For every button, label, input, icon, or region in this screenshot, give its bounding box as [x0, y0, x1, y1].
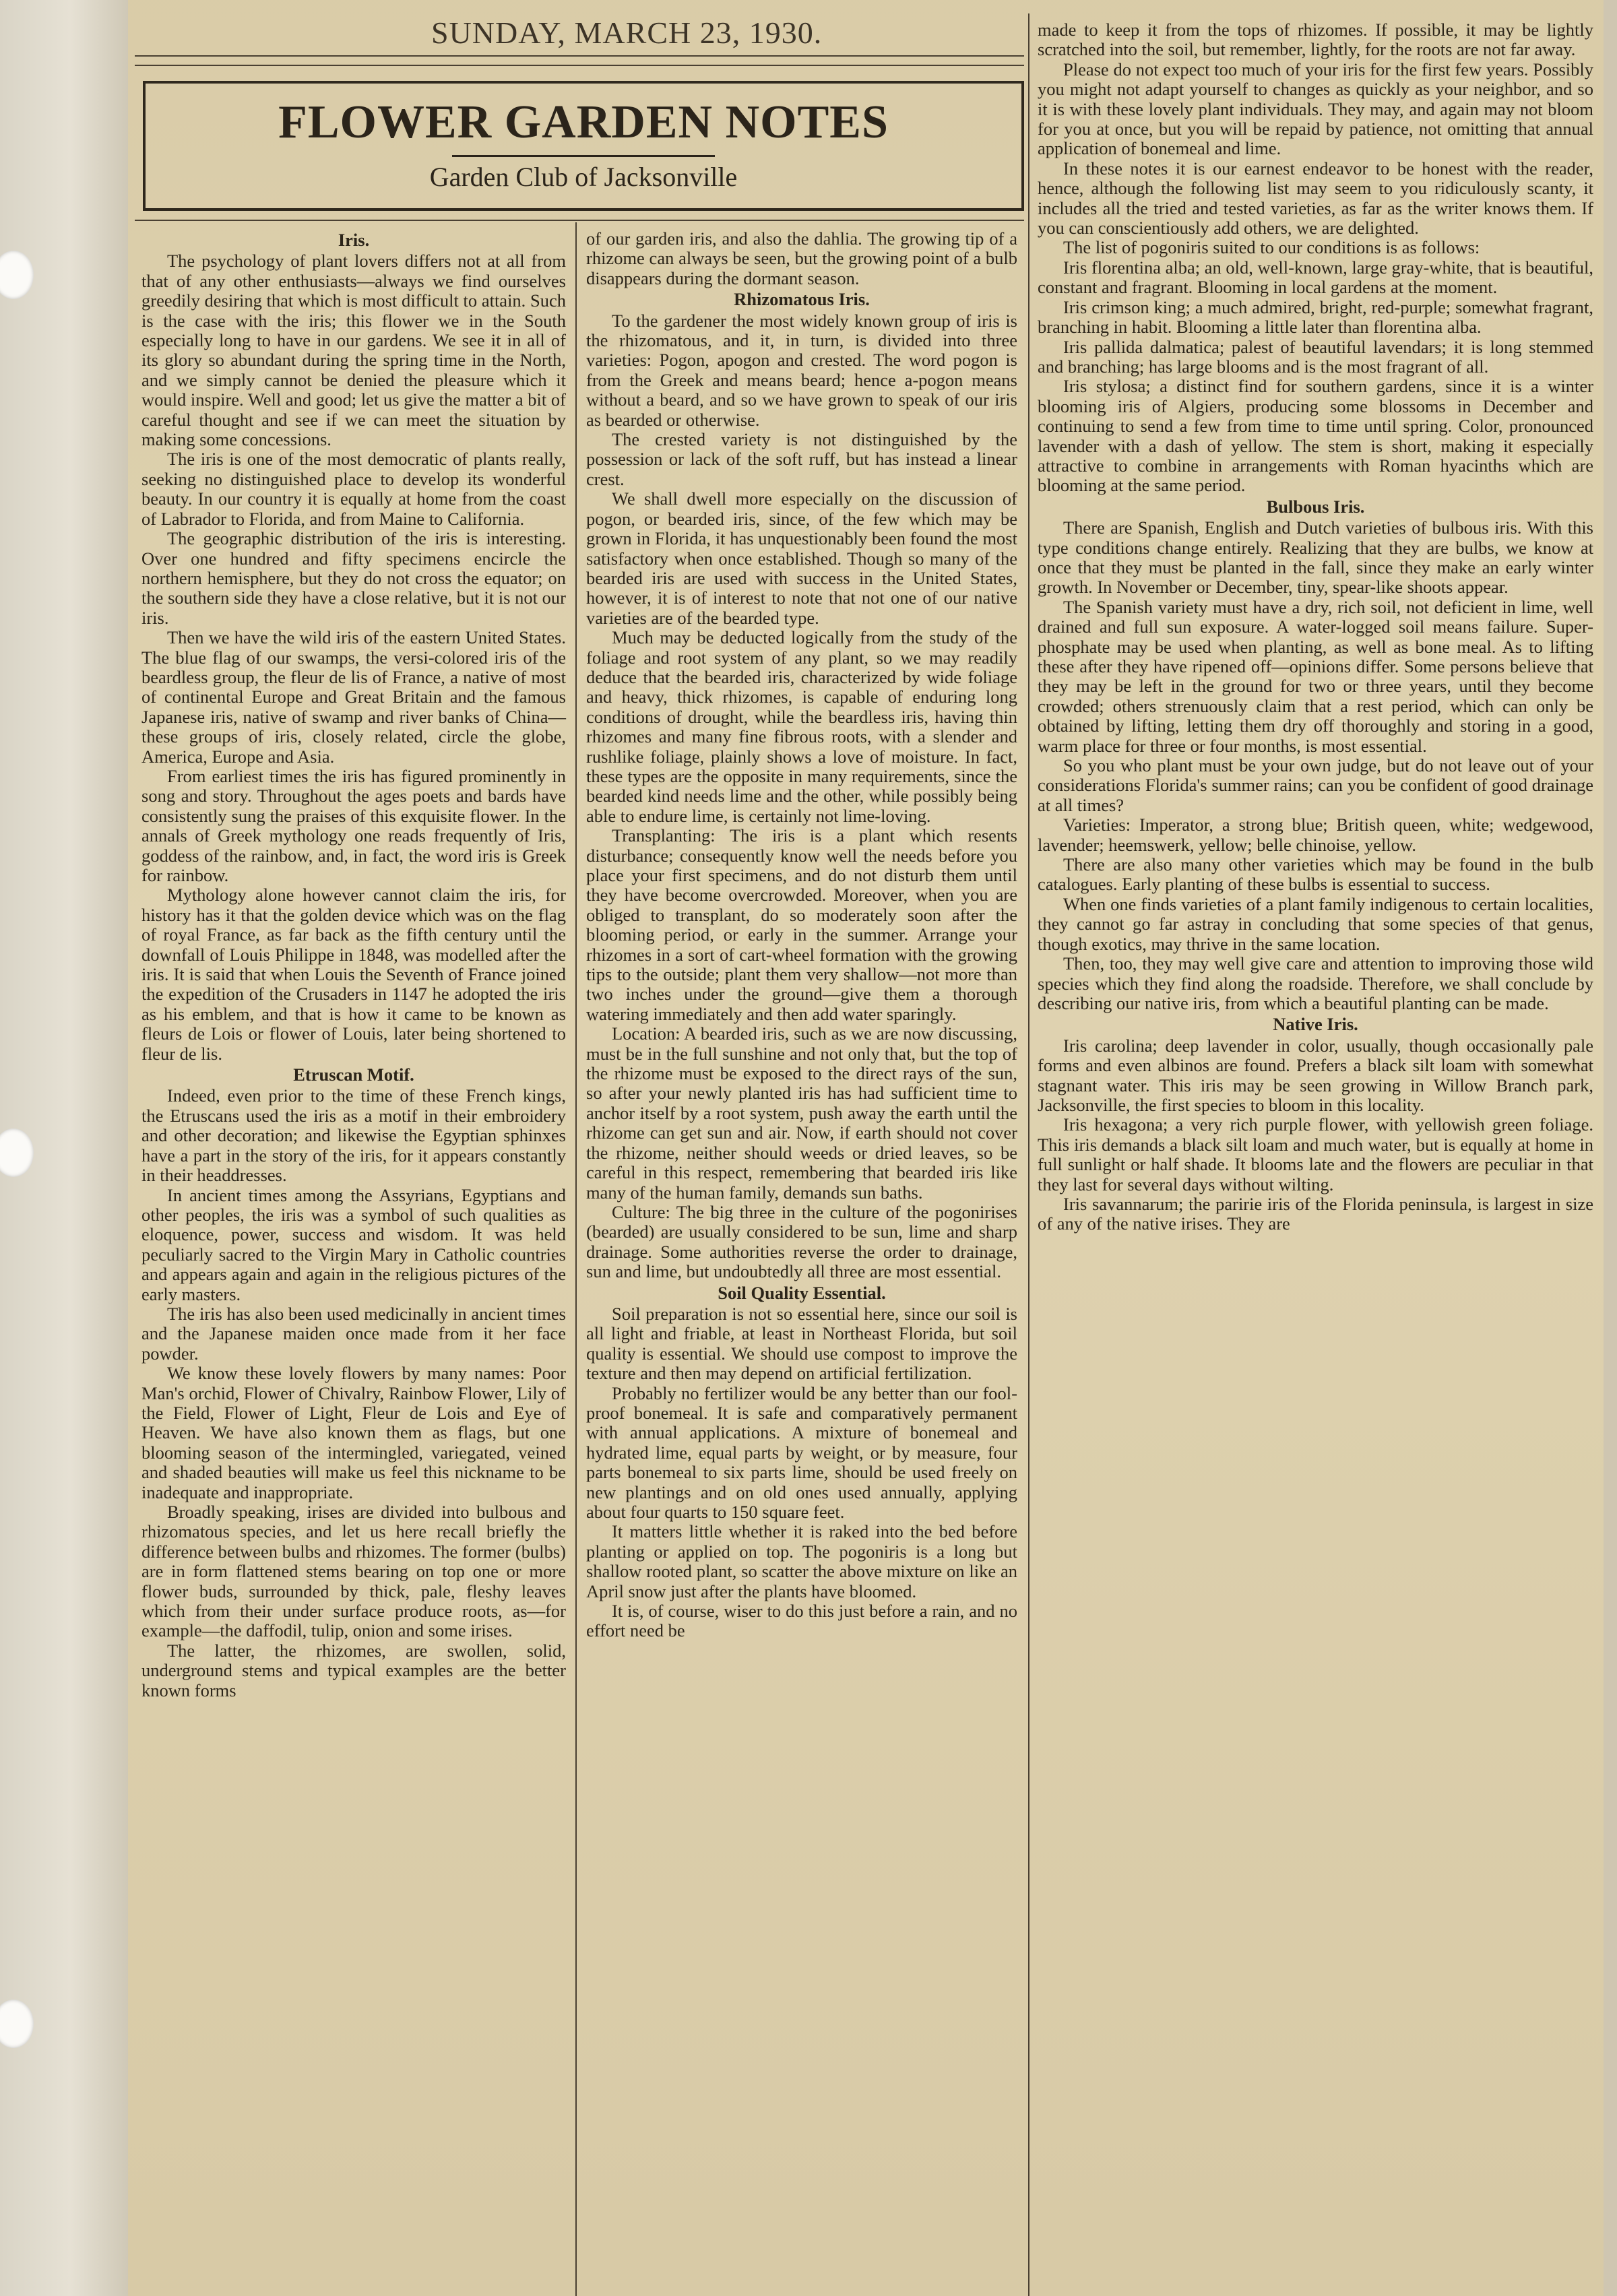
article-paragraph: In these notes it is our earnest endeavor to be honest with the reader, hence, although the following list may seem to you ridiculously scanty, it includes all the tried and tested varieties, as far as the writer knows them. If you can conscientiously add others, we are delighted.: [1038, 158, 1593, 238]
article-paragraph: Iris stylosa; a distinct find for southern gardens, since it is a winter blooming iris of Algiers, producing some blossoms in December and continuing to send a few from time to time until spring. Color, pronounced lavender with a dash of yellow. The stem is short, making it especially attractive to combine in arrangements with Roman hyacinths which are blooming at the same period.: [1038, 376, 1593, 496]
dateline: SUNDAY, MARCH 23, 1930.: [431, 15, 823, 50]
article-paragraph: There are also many other varieties which may be found in the bulb catalogues. Early planting of these bulbs is essential to success.: [1038, 854, 1593, 895]
punch-hole: [0, 251, 34, 299]
article-paragraph: We know these lovely flowers by many names: Poor Man's orchid, Flower of Chivalry, Rainbow Flower, Lily of the Field, Flower of Light, Fleur de Lois and Eye of Heaven. We have also known them as flags, but one blooming season of the intermingled, variegated, veined and shaded beauties will make us feel this nickname to be inadequate and inappropriate.: [141, 1363, 566, 1502]
article-paragraph: To the gardener the most widely known group of iris is the rhizomatous, and it, in turn, is divided into three varieties: Pogon, apogon and crested. The word pogon is from the Greek and means beard; hence a-pogon means without a beard, and so we have grown to speak of our iris as bearded or otherwise.: [586, 310, 1017, 430]
newspaper-clipping: [128, 0, 1605, 2296]
page-edge: [1604, 0, 1617, 2296]
article-paragraph: Culture: The big three in the culture of the pogonirises (bearded) are usually considered to be sun, lime and sharp drainage. Some authorities reverse the order to drainage, sun and lime, but undoubtedly all three are most essential.: [586, 1201, 1017, 1282]
article-paragraph: The Spanish variety must have a dry, rich soil, not deficient in lime, well drained and full sun exposure. A water-logged soil means failure. Super-phosphate may be used when planting, as well as bone meal. As to lifting these after they have ripened off—opinions differ. Some persons believe that they may be left in the ground for two or three years, until they become crowded; others strenuously claim that a rest period, which can only be obtained by lifting, letting them dry off thoroughly and storing in a good, warm place for three or four months, is most essential.: [1038, 596, 1593, 756]
article-column-2: [586, 229, 1017, 1641]
article-paragraph: The latter, the rhizomes, are swollen, solid, underground stems and typical examples are the better known forms: [141, 1640, 566, 1700]
article-column-3: [1038, 20, 1593, 1234]
article-paragraph: The crested variety is not distinguished by the possession or lack of the soft ruff, but has instead a linear crest.: [586, 429, 1017, 489]
column-rule: [1028, 13, 1029, 2296]
article-paragraph: Please do not expect too much of your iris for the first few years. Possibly you might not adapt yourself to changes as quickly as your neighbor, and so it is with these lovely plant individuals. They may, and again may not bloom for you at once, but you will be repaid by patience, not omitting that annual application of bonemeal and lime.: [1038, 59, 1593, 159]
article-paragraph: Transplanting: The iris is a plant which resents disturbance; consequently know well the needs before you place your first specimens, and do not disturb them until they have become overcrowded. Moreover, when you are obliged to transplant, do so moderately soon after the blooming period, or early in the summer. Arrange your rhizomes in a sort of cart-wheel formation with the growing tips to the outside; plant them very shallow—not more than two inches under the ground—give them a thorough watering immediately and then add water sparingly.: [586, 825, 1017, 1024]
article-paragraph: Then, too, they may well give care and attention to improving those wild species which they find along the roadside. Therefore, we shall conclude by describing our native iris, from which a beautiful planting can be made.: [1038, 953, 1593, 1013]
article-paragraph: Then we have the wild iris of the eastern United States. The blue flag of our swamps, the versi-colored iris of the beardless group, the fleur de lis of France, a native of most of continental Europe and Great Britain and the famous Japanese iris, native of swamp and river banks of China—these groups of iris, closely related, circle the globe, America, Europe and Asia.: [141, 627, 566, 767]
article-paragraph: Iris crimson king; a much admired, bright, red-purple; somewhat fragrant, branching in habit. Blooming a little later than florentina alba.: [1038, 296, 1593, 338]
article-paragraph: The psychology of plant lovers differs not at all from that of any other enthusiasts—always we find ourselves greedily desiring that which is most difficult to attain. Such is the case with the iris; this flower we in the South especially long to have in our gardens. We see it in all of its glory so abundant during the spring time in the North, and we simply cannot be denied the pleasure which it would inspire. Well and good; let us give the matter a bit of careful thought and see if we can meet the situation by making some concessions.: [141, 251, 566, 450]
article-paragraph: The iris has also been used medicinally in ancient times and the Japanese maiden once made from it her face powder.: [141, 1303, 566, 1364]
article-paragraph: It is, of course, wiser to do this just before a rain, and no effort need be: [586, 1601, 1017, 1641]
album-binding-strip: [0, 0, 128, 2296]
article-paragraph: Location: A bearded iris, such as we are now discussing, must be in the full sunshine and not only that, but the top of the rhizome must be exposed to the direct rays of the sun, so after your newly planted iris has had sufficient time to anchor itself by a root system, push away the earth until the rhizome can get sun and air. Now, if earth should not cover the rhizome, neither should weeds or dried leaves, so be careful in this respect, remembering that bearded iris like many of the human family, demands sun baths.: [586, 1023, 1017, 1203]
section-heading: Rhizomatous Iris.: [734, 289, 870, 310]
article-paragraph: Iris carolina; deep lavender in color, usually, though occasionally pale forms and even albinos are found. Prefers a black silt loam with somewhat stagnant water. This iris may be seen growing in Willow Branch park, Jacksonville, the first species to bloom in this locality.: [1038, 1035, 1593, 1115]
article-paragraph: It matters little whether it is raked into the bed before planting or applied on top. The pogoniris is a long but shallow rooted plant, so scatter the above mixture on like an April snow just after the plants have bloomed.: [586, 1521, 1017, 1601]
article-paragraph: Iris savannarum; the paririe iris of the Florida peninsula, is largest in size of any of the native irises. They are: [1038, 1193, 1593, 1234]
article-paragraph: From earliest times the iris has figured prominently in song and story. Throughout the ages poets and bards have consistently sung the praises of this exquisite flower. In the annals of Greek mythology one reads frequently of Iris, goddess of the rainbow, and, in fact, the word iris is Greek for rainbow.: [141, 765, 566, 885]
masthead-bottom-rule: [135, 220, 1024, 221]
section-heading: Native Iris.: [1273, 1014, 1358, 1035]
article-paragraph: Much may be deducted logically from the study of the foliage and root system of any plant, so we may readily deduce that the bearded iris, characterized by wide foliage and heavy, thick rhizomes, is capable of enduring long conditions of drought, while the beardless iris, having thin rhizomes and many fine fibrous roots, with a slender and rushlike foliage, plainly shows a love of moisture. In fact, these types are the opposite in many requirements, since the bearded kind needs lime and the other, while possibly being able to endure lime, is certainly not lime-loving.: [586, 627, 1017, 826]
article-paragraph: Broadly speaking, irises are divided into bulbous and rhizomatous species, and let us here recall briefly the difference between bulbs and rhizomes. The former (bulbs) are in form flattened stems bearing on top one or more flower buds, surrounded by thick, pale, fleshy leaves which from their under surface produce roots, as—for example—the daffodil, tulip, onion and some irises.: [141, 1502, 566, 1641]
scrapbook-page: [128, 0, 1617, 2296]
article-paragraph: Iris pallida dalmatica; palest of beautiful lavendars; it is long stemmed and branching; has large blooms and is the most fragrant of all.: [1038, 336, 1593, 377]
article-paragraph: Iris florentina alba; an old, well-known, large gray-white, that is beautiful, constant and fragrant. Blooming in local gardens at the moment.: [1038, 257, 1593, 298]
article-paragraph: We shall dwell more especially on the discussion of pogon, or bearded iris, since, of the few which may be grown in Florida, it has unquestionably been found the most satisfactory when once established. Though so many of the bearded iris are used with success in the United States, however, it is of interest to note that not one of our native varieties are of the bearded type.: [586, 488, 1017, 628]
article-paragraph: Mythology alone however cannot claim the iris, for history has it that the golden device which was on the flag of royal France, as far back as the fifth century until the downfall of Louis Philippe in 1848, was modelled after the iris. It is said that when Louis the Seventh of France joined the expedition of the Crusaders in 1147 he adopted the iris as his emblem, and that is how it came to be known as fleurs de Lois or flower of Louis, later being shortened to fleur de lis.: [141, 885, 566, 1064]
dateline-rule: [135, 55, 1024, 57]
column-rule: [575, 222, 577, 2296]
article-paragraph: Varieties: Imperator, a strong blue; British queen, white; wedgewood, lavender; heemswerk, yellow; belle chinoise, yellow.: [1038, 815, 1593, 855]
article-paragraph: So you who plant must be your own judge, but do not leave out of your considerations Florida's summer rains; can you be confident of good drainage at all times?: [1038, 755, 1593, 815]
article-paragraph: There are Spanish, English and Dutch varieties of bulbous iris. With this type conditions change entirely. Realizing that they are bulbs, we know at once that they must be planted in the fall, since they make an early winter growth. In November or December, tiny, spear-like shoots appear.: [1038, 517, 1593, 598]
article-paragraph: Indeed, even prior to the time of these French kings, the Etruscans used the iris as a motif in their embroidery and other decoration; and likewise the Egyptian sphinxes have a part in the story of the iris, for it appears constantly in their headdresses.: [141, 1085, 566, 1186]
article-paragraph: Soil preparation is not so essential here, since our soil is all light and friable, at least in Northeast Florida, but soil quality is essential. We should use compost to improve the texture and then may depend on artificial fertilization.: [586, 1303, 1017, 1384]
article-paragraph: When one finds varieties of a plant family indigenous to certain localities, they cannot go far astray in concluding that some species of that genus, though exotics, may thrive in the same location.: [1038, 893, 1593, 954]
page-title: FLOWER GARDEN NOTES: [278, 96, 889, 148]
article-paragraph: The iris is one of the most democratic of plants really, seeking no distinguished place to develop its wonderful beauty. In our country it is equally at home from the coast of Labrador to Florida, and from Maine to California.: [141, 449, 566, 529]
title-rule: [452, 155, 715, 157]
byline: Garden Club of Jacksonville: [429, 162, 738, 192]
article-paragraph: Probably no fertilizer would be any better than our fool-proof bonemeal. It is safe and comparatively permanent with annual applications. A mixture of bonemeal and hydrated lime, equal parts by weight, or by measure, four parts bonemeal to six parts lime, should be used freely on new plantings and on old ones used annually, applying about four quarts to 150 square feet.: [586, 1382, 1017, 1522]
article-paragraph: The list of pogoniris suited to our conditions is as follows:: [1063, 237, 1480, 258]
punch-hole: [0, 1128, 34, 1177]
article-paragraph: of our garden iris, and also the dahlia. The growing tip of a rhizome can always be seen, but the growing point of a bulb disappears during the dormant season.: [586, 228, 1017, 288]
article-column-1: [141, 229, 566, 1700]
dateline-rule: [135, 65, 1024, 66]
punch-hole: [0, 2000, 34, 2048]
article-paragraph: The geographic distribution of the iris is interesting. Over one hundred and fifty specimens encircle the northern hemisphere, but they do not cross the equator; on the southern side they have a close relative, but it is not our iris.: [141, 528, 566, 628]
section-heading: Iris.: [338, 230, 370, 250]
section-heading: Bulbous Iris.: [1266, 496, 1365, 517]
article-paragraph: Iris hexagona; a very rich purple flower, with yellowish green foliage. This iris demands a black silt loam and much water, but is equally at home in full sunlight or half shade. It blooms late and the flowers are peculiar in that they last for several days without wilting.: [1038, 1114, 1593, 1194]
article-paragraph: In ancient times among the Assyrians, Egyptians and other peoples, the iris was a symbol of such qualities as eloquence, power, success and wisdom. It was held peculiarly sacred to the Virgin Mary in Catholic countries and appears again and again in the religious pictures of the early masters.: [141, 1184, 566, 1304]
section-heading: Soil Quality Essential.: [718, 1282, 886, 1303]
section-heading: Etruscan Motif.: [293, 1064, 414, 1085]
article-paragraph: made to keep it from the tops of rhizomes. If possible, it may be lightly scratched into the soil, but remember, lightly, for the roots are not far away.: [1038, 20, 1593, 60]
masthead-box: [143, 81, 1024, 211]
